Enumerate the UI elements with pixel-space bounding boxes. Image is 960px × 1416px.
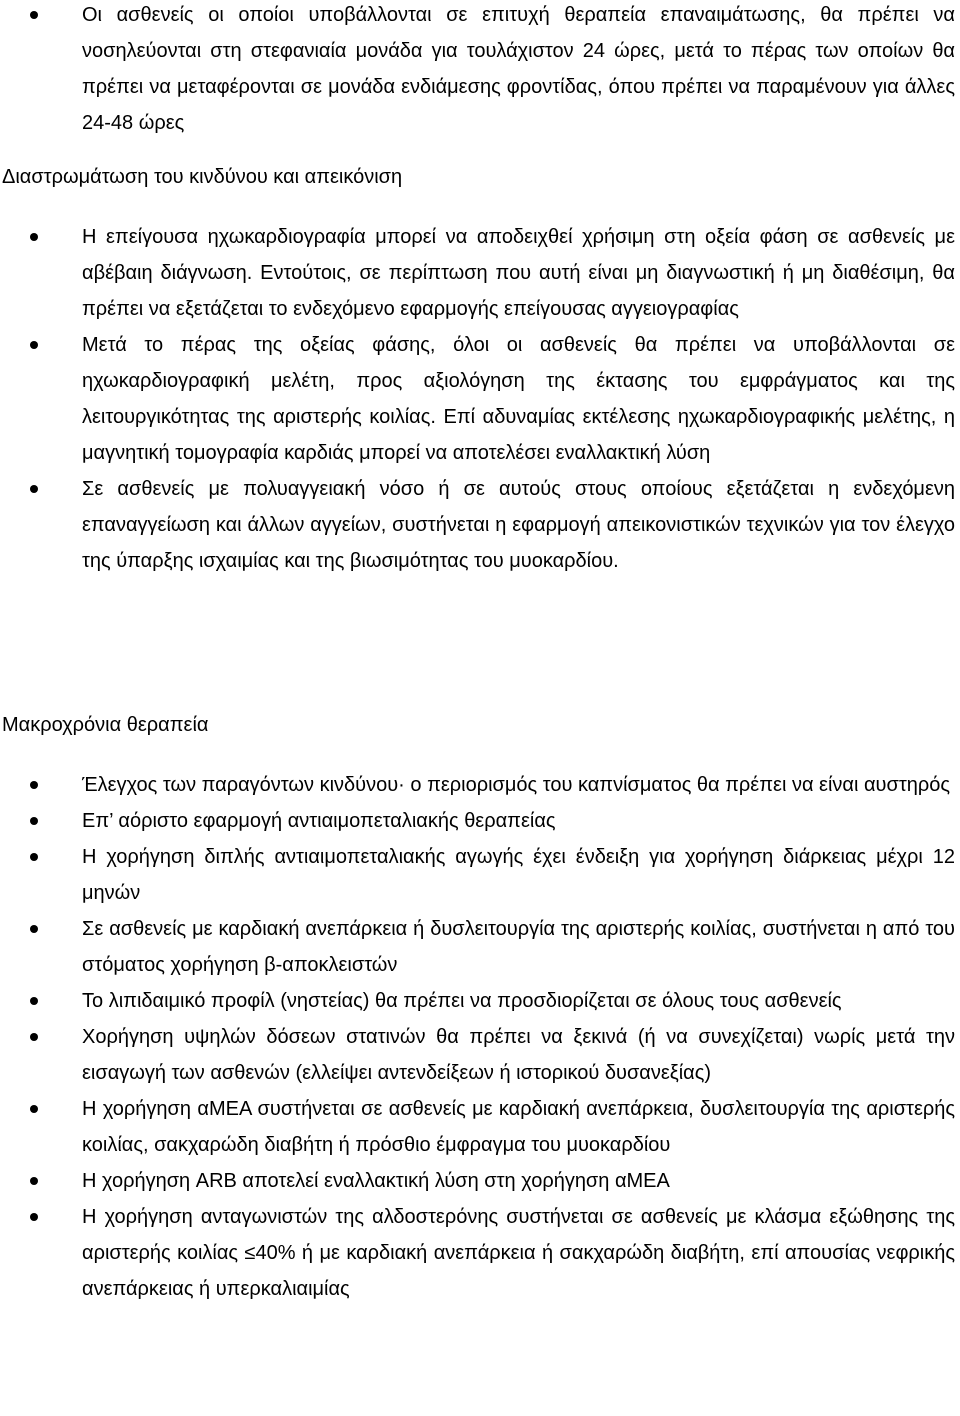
bullet-icon	[30, 853, 38, 861]
list-item-text: Χορήγηση υψηλών δόσεων στατινών θα πρέπει να ξεκινά (ή να συνεχίζεται) νωρίς μετά την εισαγωγή των ασθενών (ελλείψει αντενδείξεων ή ιστορικού δυσανεξίας)	[82, 1026, 955, 1084]
section-heading-risk: Διαστρωμάτωση του κινδύνου και απεικόνιση	[2, 166, 403, 188]
bullet-icon	[30, 11, 38, 19]
list-item-text: Μετά το πέρας της οξείας φάσης, όλοι οι ασθενείς θα πρέπει να υποβάλλονται σε ηχωκαρδιογραφική μελέτη, προς αξιολόγηση της έκτασης του εμφράγματος και της λειτουργικότητας της αριστερής κοιλίας. Επί αδυναμίας εκτέλεσης ηχωκαρδιογραφικής μελέτης, η μαγνητική τομογραφία καρδιάς μπορεί να αποτελέσει εναλλακτική λύση	[82, 334, 955, 464]
list-item	[0, 1019, 960, 1091]
list-item	[0, 767, 960, 803]
bullet-icon	[30, 1213, 38, 1221]
list-item-text: Η επείγουσα ηχωκαρδιογραφία μπορεί να αποδειχθεί χρήσιμη στη οξεία φάση σε ασθενείς με αβέβαιη διάγνωση. Εντούτοις, σε περίπτωση που αυτή είναι μη διαγνωστική ή μη διαθέσιμη, θα πρέπει να εξετάζεται το ενδεχόμενο εφαρμογής επείγουσας αγγειογραφίας	[82, 226, 955, 320]
bullet-icon	[30, 233, 38, 241]
list-item-text: Οι ασθενείς οι οποίοι υποβάλλονται σε επιτυχή θεραπεία επαναιμάτωσης, θα πρέπει να νοσηλεύονται στη στεφανιαία μονάδα για τουλάχιστον 24 ώρες, μετά το πέρας των οποίων θα πρέπει να μεταφέρονται σε μονάδα ενδιάμεσης φροντίδας, όπου πρέπει να παραμένουν για άλλες 24-48 ώρες	[82, 4, 955, 134]
list-item	[0, 471, 960, 579]
list-item-text: Η χορήγηση διπλής αντιαιμοπεταλιακής αγωγής έχει ένδειξη για χορήγηση διάρκειας μέχρι 12 μηνών	[82, 846, 955, 904]
bullet-icon	[30, 817, 38, 825]
bullet-icon	[30, 925, 38, 933]
longterm-bullet-list	[0, 767, 960, 1307]
list-item-text: Η χορήγηση αΜΕΑ συστήνεται σε ασθενείς με καρδιακή ανεπάρκεια, δυσλειτουργία της αριστερής κοιλίας, σακχαρώδη διαβήτη ή πρόσθιο έμφραγμα του μυοκαρδίου	[82, 1098, 955, 1156]
list-item	[0, 0, 960, 141]
bullet-icon	[30, 1177, 38, 1185]
list-item	[0, 803, 960, 839]
list-item	[0, 983, 960, 1019]
bullet-icon	[30, 1105, 38, 1113]
list-item	[0, 1163, 960, 1199]
list-item-text: Έλεγχος των παραγόντων κινδύνου· ο περιορισμός του καπνίσματος θα πρέπει να είναι αυστηρός	[82, 774, 950, 796]
bullet-icon	[30, 485, 38, 493]
risk-bullet-list	[0, 219, 960, 579]
list-item-text: Η χορήγηση ανταγωνιστών της αλδοστερόνης συστήνεται σε ασθενείς με κλάσμα εξώθησης της αριστερής κοιλίας ≤40% ή με καρδιακή ανεπάρκεια ή σακχαρώδη διαβήτη, επί απουσίας νεφρικής ανεπάρκειας ή υπερκαλιαιμίας	[82, 1206, 955, 1300]
list-item	[0, 219, 960, 327]
list-item	[0, 911, 960, 983]
list-item-text: Η χορήγηση ARB αποτελεί εναλλακτική λύση στη χορήγηση αΜΕΑ	[82, 1170, 670, 1192]
list-item	[0, 327, 960, 471]
section-heading-longterm: Μακροχρόνια θεραπεία	[2, 714, 209, 736]
intro-bullet-list	[0, 0, 960, 141]
bullet-icon	[30, 781, 38, 789]
bullet-icon	[30, 997, 38, 1005]
bullet-icon	[30, 341, 38, 349]
list-item-text: Σε ασθενείς με πολυαγγειακή νόσο ή σε αυτούς στους οποίους εξετάζεται η ενδεχόμενη επαναγγείωση και άλλων αγγείων, συστήνεται η εφαρμογή απεικονιστικών τεχνικών για τον έλεγχο της ύπαρξης ισχαιμίας και της βιωσιμότητας του μυοκαρδίου.	[82, 478, 955, 572]
list-item-text: Σε ασθενείς με καρδιακή ανεπάρκεια ή δυσλειτουργία της αριστερής κοιλίας, συστήνεται η από του στόματος χορήγηση β-αποκλειστών	[82, 918, 955, 976]
list-item-text: Το λιπιδαιμικό προφίλ (νηστείας) θα πρέπει να προσδιορίζεται σε όλους τους ασθενείς	[82, 990, 842, 1012]
list-item	[0, 839, 960, 911]
list-item	[0, 1091, 960, 1163]
list-item	[0, 1199, 960, 1307]
bullet-icon	[30, 1033, 38, 1041]
list-item-text: Επ’ αόριστο εφαρμογή αντιαιμοπεταλιακής θεραπείας	[82, 810, 556, 832]
